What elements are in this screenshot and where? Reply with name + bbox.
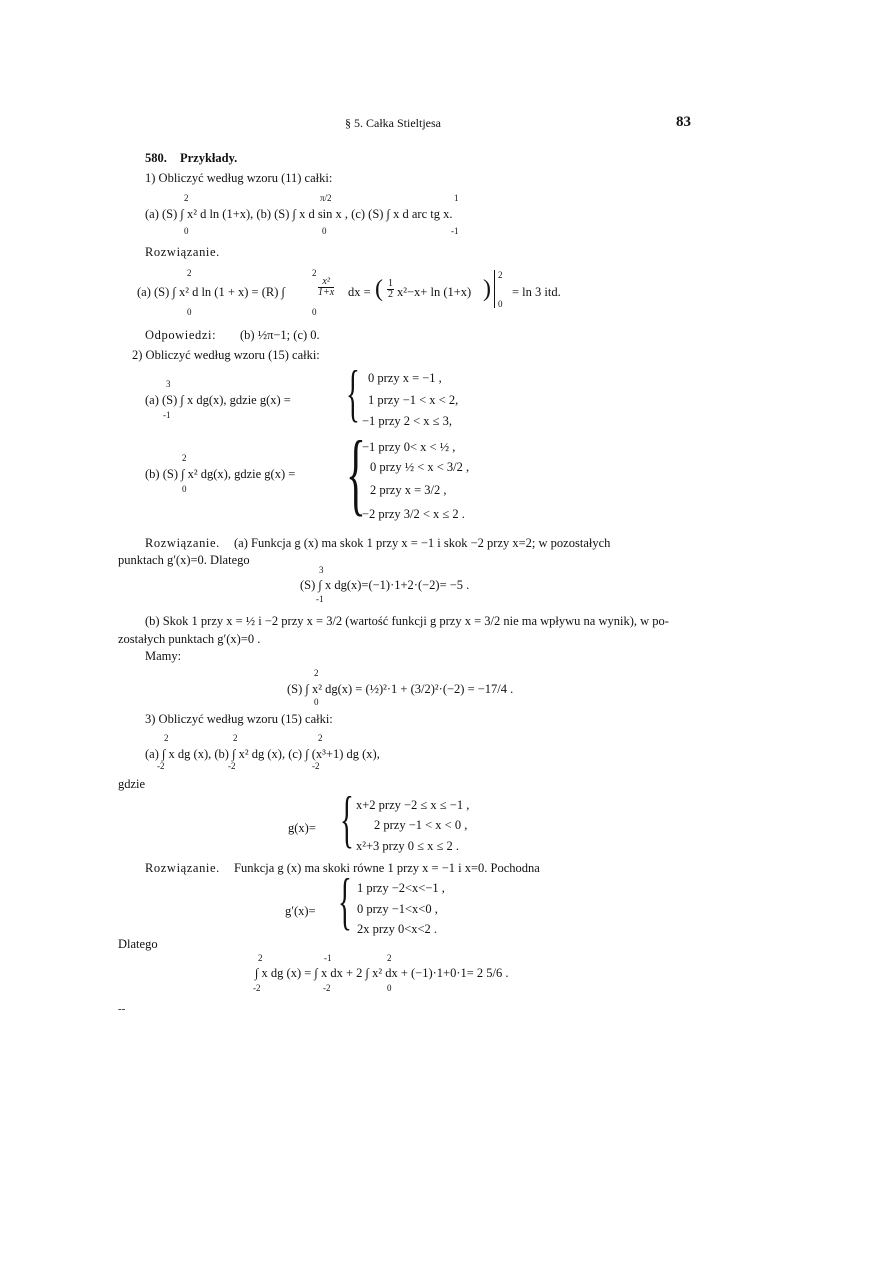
ex1-solution-label: Rozwiązanie. xyxy=(145,245,220,259)
ex3-gp-case-2: 0 przy −1<x<0 , xyxy=(357,902,438,916)
ex1-sol-upper-2: 2 xyxy=(312,268,317,278)
ex3-gp-brace: { xyxy=(338,865,352,936)
ex1-c-upper-limit: 1 xyxy=(454,193,459,203)
footer-mark: -- xyxy=(118,1003,126,1015)
ex3-final-l2-lower: -2 xyxy=(323,983,331,993)
ex3-dlatego: Dlatego xyxy=(118,937,158,951)
ex3-a-lower: -2 xyxy=(157,761,165,771)
ex1-b-upper-limit: π/2 xyxy=(320,193,332,203)
ex2-a-case-2: 1 przy −1 < x < 2, xyxy=(368,393,459,407)
ex2-prompt: 2) Obliczyć według wzoru (15) całki: xyxy=(132,348,320,362)
ex2-a-lower: -1 xyxy=(163,410,171,420)
ex1-sol-lower-1: 0 xyxy=(187,307,192,317)
ex2-b-eq: (S) ∫ x² dg(x) = (½)²·1 + (3/2)²·(−2) = −17/4 . xyxy=(287,682,514,696)
fraction-numerator: x² xyxy=(318,277,334,288)
ex3-final-l3-lower: 0 xyxy=(387,983,392,993)
ex3-b-upper: 2 xyxy=(233,733,238,743)
ex3-a-upper: 2 xyxy=(164,733,169,743)
ex1-a-lower-limit: 0 xyxy=(184,226,189,236)
ex1-prompt: 1) Obliczyć według wzoru (11) całki: xyxy=(145,171,333,185)
ex2-b-case-4: −2 przy 3/2 < x ≤ 2 . xyxy=(362,507,465,521)
ex3-final-eq: ∫ x dg (x) = ∫ x dx + 2 ∫ x² dx + (−1)·1+0·1= 2 5/6 . xyxy=(255,966,509,980)
ex3-g-case-2: 2 przy −1 < x < 0 , xyxy=(374,818,468,832)
ex3-prompt: 3) Obliczyć według wzoru (15) całki: xyxy=(145,712,333,726)
ex2-b-eq-upper: 2 xyxy=(314,668,319,678)
ex3-g-case-3: x²+3 przy 0 ≤ x ≤ 2 . xyxy=(356,839,459,853)
ex2-eq-a: (S) ∫ x dg(x)=(−1)·1+2·(−2)= −5 . xyxy=(300,578,470,592)
ex2-b-case-1: −1 przy 0< x < ½ , xyxy=(362,440,456,454)
ex2-a-brace: { xyxy=(346,357,360,428)
ex1-solution-lhs: (a) (S) ∫ x² d ln (1 + x) = (R) ∫ xyxy=(137,285,285,299)
ex3-final-l2-upper: -1 xyxy=(324,953,332,963)
ex2-a-case-1: 0 przy x = −1 , xyxy=(368,371,442,385)
ex2-b-case-2: 0 przy ½ < x < 3/2 , xyxy=(370,460,470,474)
ex1-solution-mid: dx = xyxy=(348,285,371,299)
bracket-body: x²−x+ ln (1+x) xyxy=(397,285,472,299)
ex2-solution-label: Rozwiązanie. xyxy=(145,536,220,550)
half-denominator: 2 xyxy=(388,289,393,300)
ex1-a-upper-limit: 2 xyxy=(184,193,189,203)
ex3-gp-lhs: g′(x)= xyxy=(285,904,316,918)
ex3-solution-label: Rozwiązanie. xyxy=(145,861,220,875)
ex3-final-l1-upper: 2 xyxy=(258,953,263,963)
ex2-solution-text-2: punktach g′(x)=0. Dlatego xyxy=(118,553,250,567)
ex2-b-lhs: (b) (S) ∫ x² dg(x), gdzie g(x) = xyxy=(145,467,296,481)
ex2-b-text-2: zostałych punktach g′(x)=0 . xyxy=(118,632,261,646)
ex2-eq-a-upper: 3 xyxy=(319,565,324,575)
eval-lower: 0 xyxy=(498,299,503,309)
eval-upper: 2 xyxy=(498,270,503,280)
ex1-sol-upper-1: 2 xyxy=(187,268,192,278)
ex3-gdzie: gdzie xyxy=(118,777,146,791)
ex1-b-lower-limit: 0 xyxy=(322,226,327,236)
ex1-answers-label: Odpowiedzi: xyxy=(145,328,217,342)
problem-number: 580. xyxy=(145,151,167,165)
ex2-b-case-3: 2 przy x = 3/2 , xyxy=(370,483,447,497)
ex3-final-l3-upper: 2 xyxy=(387,953,392,963)
ex1-c-lower-limit: -1 xyxy=(451,226,459,236)
ex2-b-upper: 2 xyxy=(182,453,187,463)
mamy-label: Mamy: xyxy=(145,649,182,663)
running-header: § 5. Całka Stieltjesa xyxy=(345,116,441,130)
page-number: 83 xyxy=(676,114,691,130)
ex2-solution-text-1: (a) Funkcja g (x) ma skok 1 przy x = −1 i skok −2 przy x=2; w pozostałych xyxy=(234,536,611,550)
evaluation-bar xyxy=(494,270,495,308)
half-numerator: 1 xyxy=(388,278,393,289)
ex3-g-lhs: g(x)= xyxy=(288,821,316,835)
ex3-c-lower: -2 xyxy=(312,761,320,771)
ex3-solution-text: Funkcja g (x) ma skoki równe 1 przy x = −1 i x=0. Pochodna xyxy=(234,861,540,875)
ex3-b-lower: -2 xyxy=(228,761,236,771)
ex2-b-brace: { xyxy=(346,422,366,524)
ex3-g-brace: { xyxy=(340,783,354,854)
ex1-sol-lower-2: 0 xyxy=(312,307,317,317)
ex1-integrals: (a) (S) ∫ x² d ln (1+x), (b) (S) ∫ x d sin x , (c) (S) ∫ x d arc tg x. xyxy=(145,207,453,221)
ex3-final-l1-lower: -2 xyxy=(253,983,261,993)
ex2-b-text-1: (b) Skok 1 przy x = ½ i −2 przy x = 3/2 (wartość funkcji g przy x = 3/2 nie ma wpływu na wynik), w po- xyxy=(145,614,669,628)
left-paren: ( xyxy=(375,276,383,302)
right-paren: ) xyxy=(483,276,491,302)
fraction-denominator: 1+x xyxy=(318,287,335,298)
ex1-solution-rhs: = ln 3 itd. xyxy=(512,285,561,299)
ex2-a-upper: 3 xyxy=(166,379,171,389)
ex2-b-lower: 0 xyxy=(182,484,187,494)
ex3-c-upper: 2 xyxy=(318,733,323,743)
ex3-gp-case-3: 2x przy 0<x<2 . xyxy=(357,922,438,936)
ex3-g-case-1: x+2 przy −2 ≤ x ≤ −1 , xyxy=(356,798,470,812)
ex2-b-eq-lower: 0 xyxy=(314,697,319,707)
ex2-a-lhs: (a) (S) ∫ x dg(x), gdzie g(x) = xyxy=(145,393,291,407)
problem-title: Przykłady. xyxy=(180,151,238,165)
ex2-a-case-3: −1 przy 2 < x ≤ 3, xyxy=(362,414,453,428)
ex2-eq-a-lower: -1 xyxy=(316,594,324,604)
ex1-solution-fraction xyxy=(318,277,334,298)
ex1-answers: (b) ½π−1; (c) 0. xyxy=(240,328,320,342)
ex3-gp-case-1: 1 przy −2<x<−1 , xyxy=(357,881,445,895)
half-fraction xyxy=(387,279,394,300)
ex3-integrals: (a) ∫ x dg (x), (b) ∫ x² dg (x), (c) ∫ (x³+1) dg (x), xyxy=(145,747,380,761)
